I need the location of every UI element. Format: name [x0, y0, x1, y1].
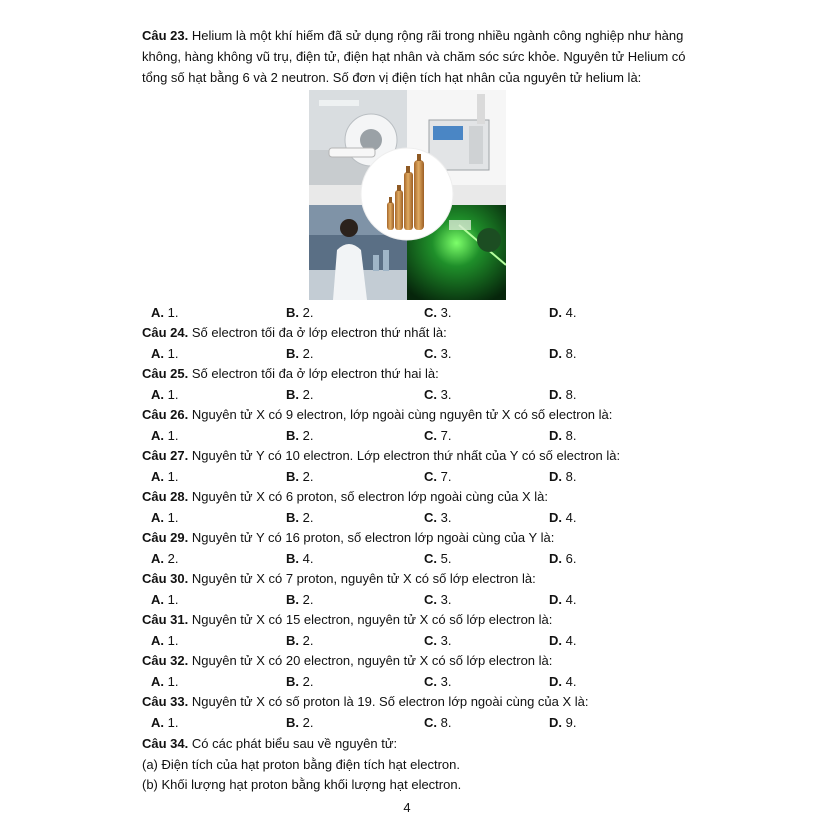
option-a[interactable]: A. 1. [151, 346, 179, 361]
option-b[interactable]: B. 2. [286, 469, 314, 484]
question-23-line-2: không, hàng không vũ trụ, điện tử, điện hạt nhân và chăm sóc sức khỏe. Nguyên tử Helium có [142, 49, 686, 64]
option-d[interactable]: D. 4. [549, 510, 577, 525]
option-d[interactable]: D. 4. [549, 305, 577, 320]
option-b[interactable]: B. 2. [286, 633, 314, 648]
option-b[interactable]: B. 2. [286, 305, 314, 320]
question-31: Câu 31. Nguyên tử X có 15 electron, nguyên tử X có số lớp electron là: [142, 612, 553, 627]
question-29: Câu 29. Nguyên tử Y có 16 proton, số electron lớp ngoài cùng của Y là: [142, 530, 555, 545]
option-d[interactable]: D. 4. [549, 592, 577, 607]
statement-a: (a) Điện tích của hạt proton bằng điện tích hạt electron. [142, 757, 460, 772]
option-d[interactable]: D. 8. [549, 346, 577, 361]
option-a[interactable]: A. 1. [151, 510, 179, 525]
option-a[interactable]: A. 1. [151, 592, 179, 607]
option-d[interactable]: D. 6. [549, 551, 577, 566]
option-d[interactable]: D. 8. [549, 469, 577, 484]
option-a[interactable]: A. 1. [151, 633, 179, 648]
option-a[interactable]: A. 1. [151, 469, 179, 484]
page-number: 4 [403, 800, 411, 815]
option-a[interactable]: A. 1. [151, 715, 179, 730]
option-d[interactable]: D. 4. [549, 674, 577, 689]
option-c[interactable]: C. 8. [424, 715, 452, 730]
option-a[interactable]: A. 1. [151, 387, 179, 402]
option-b[interactable]: B. 2. [286, 510, 314, 525]
option-d[interactable]: D. 9. [549, 715, 577, 730]
option-d[interactable]: D. 8. [549, 387, 577, 402]
option-c[interactable]: C. 7. [424, 469, 452, 484]
question-28: Câu 28. Nguyên tử X có 6 proton, số electron lớp ngoài cùng của X là: [142, 489, 549, 504]
option-c[interactable]: C. 3. [424, 346, 452, 361]
option-a[interactable]: A. 2. [151, 551, 179, 566]
option-c[interactable]: C. 3. [424, 305, 452, 320]
option-d[interactable]: D. 4. [549, 633, 577, 648]
question-34: Câu 34. Có các phát biểu sau về nguyên tử: [142, 736, 398, 751]
question-30: Câu 30. Nguyên tử X có 7 proton, nguyên tử X có số lớp electron là: [142, 571, 536, 586]
option-c[interactable]: C. 3. [424, 510, 452, 525]
question-26: Câu 26. Nguyên tử X có 9 electron, lớp ngoài cùng nguyên tử X có số electron là: [142, 407, 613, 422]
option-d[interactable]: D. 8. [549, 428, 577, 443]
option-c[interactable]: C. 3. [424, 387, 452, 402]
question-25: Câu 25. Số electron tối đa ở lớp electron thứ hai là: [142, 366, 439, 381]
option-c[interactable]: C. 7. [424, 428, 452, 443]
statement-b: (b) Khối lượng hạt proton bằng khối lượng hạt electron. [142, 777, 462, 792]
question-32: Câu 32. Nguyên tử X có 20 electron, nguyên tử X có số lớp electron là: [142, 653, 553, 668]
option-b[interactable]: B. 4. [286, 551, 314, 566]
question-33: Câu 33. Nguyên tử X có số proton là 19. Số electron lớp ngoài cùng của X là: [142, 694, 589, 709]
option-a[interactable]: A. 1. [151, 428, 179, 443]
question-23-line-1: Câu 23. Helium là một khí hiếm đã sử dụng rộng rãi trong nhiều ngành công nghiệp như hàng [142, 28, 684, 43]
option-b[interactable]: B. 2. [286, 346, 314, 361]
option-c[interactable]: C. 3. [424, 633, 452, 648]
helium-applications-collage-icon [309, 90, 506, 300]
option-a[interactable]: A. 1. [151, 674, 179, 689]
option-b[interactable]: B. 2. [286, 428, 314, 443]
option-b[interactable]: B. 2. [286, 387, 314, 402]
option-a[interactable]: A. 1. [151, 305, 179, 320]
question-23-line-3: tổng số hạt bằng 6 và 2 neutron. Số đơn vị điện tích hạt nhân của nguyên tử helium là: [142, 70, 642, 85]
question-24: Câu 24. Số electron tối đa ở lớp electron thứ nhất là: [142, 325, 447, 340]
question-27: Câu 27. Nguyên tử Y có 10 electron. Lớp electron thứ nhất của Y có số electron là: [142, 448, 621, 463]
option-b[interactable]: B. 2. [286, 674, 314, 689]
option-c[interactable]: C. 5. [424, 551, 452, 566]
option-c[interactable]: C. 3. [424, 592, 452, 607]
option-c[interactable]: C. 3. [424, 674, 452, 689]
question-number: Câu 23. [142, 28, 189, 43]
option-b[interactable]: B. 2. [286, 715, 314, 730]
option-b[interactable]: B. 2. [286, 592, 314, 607]
